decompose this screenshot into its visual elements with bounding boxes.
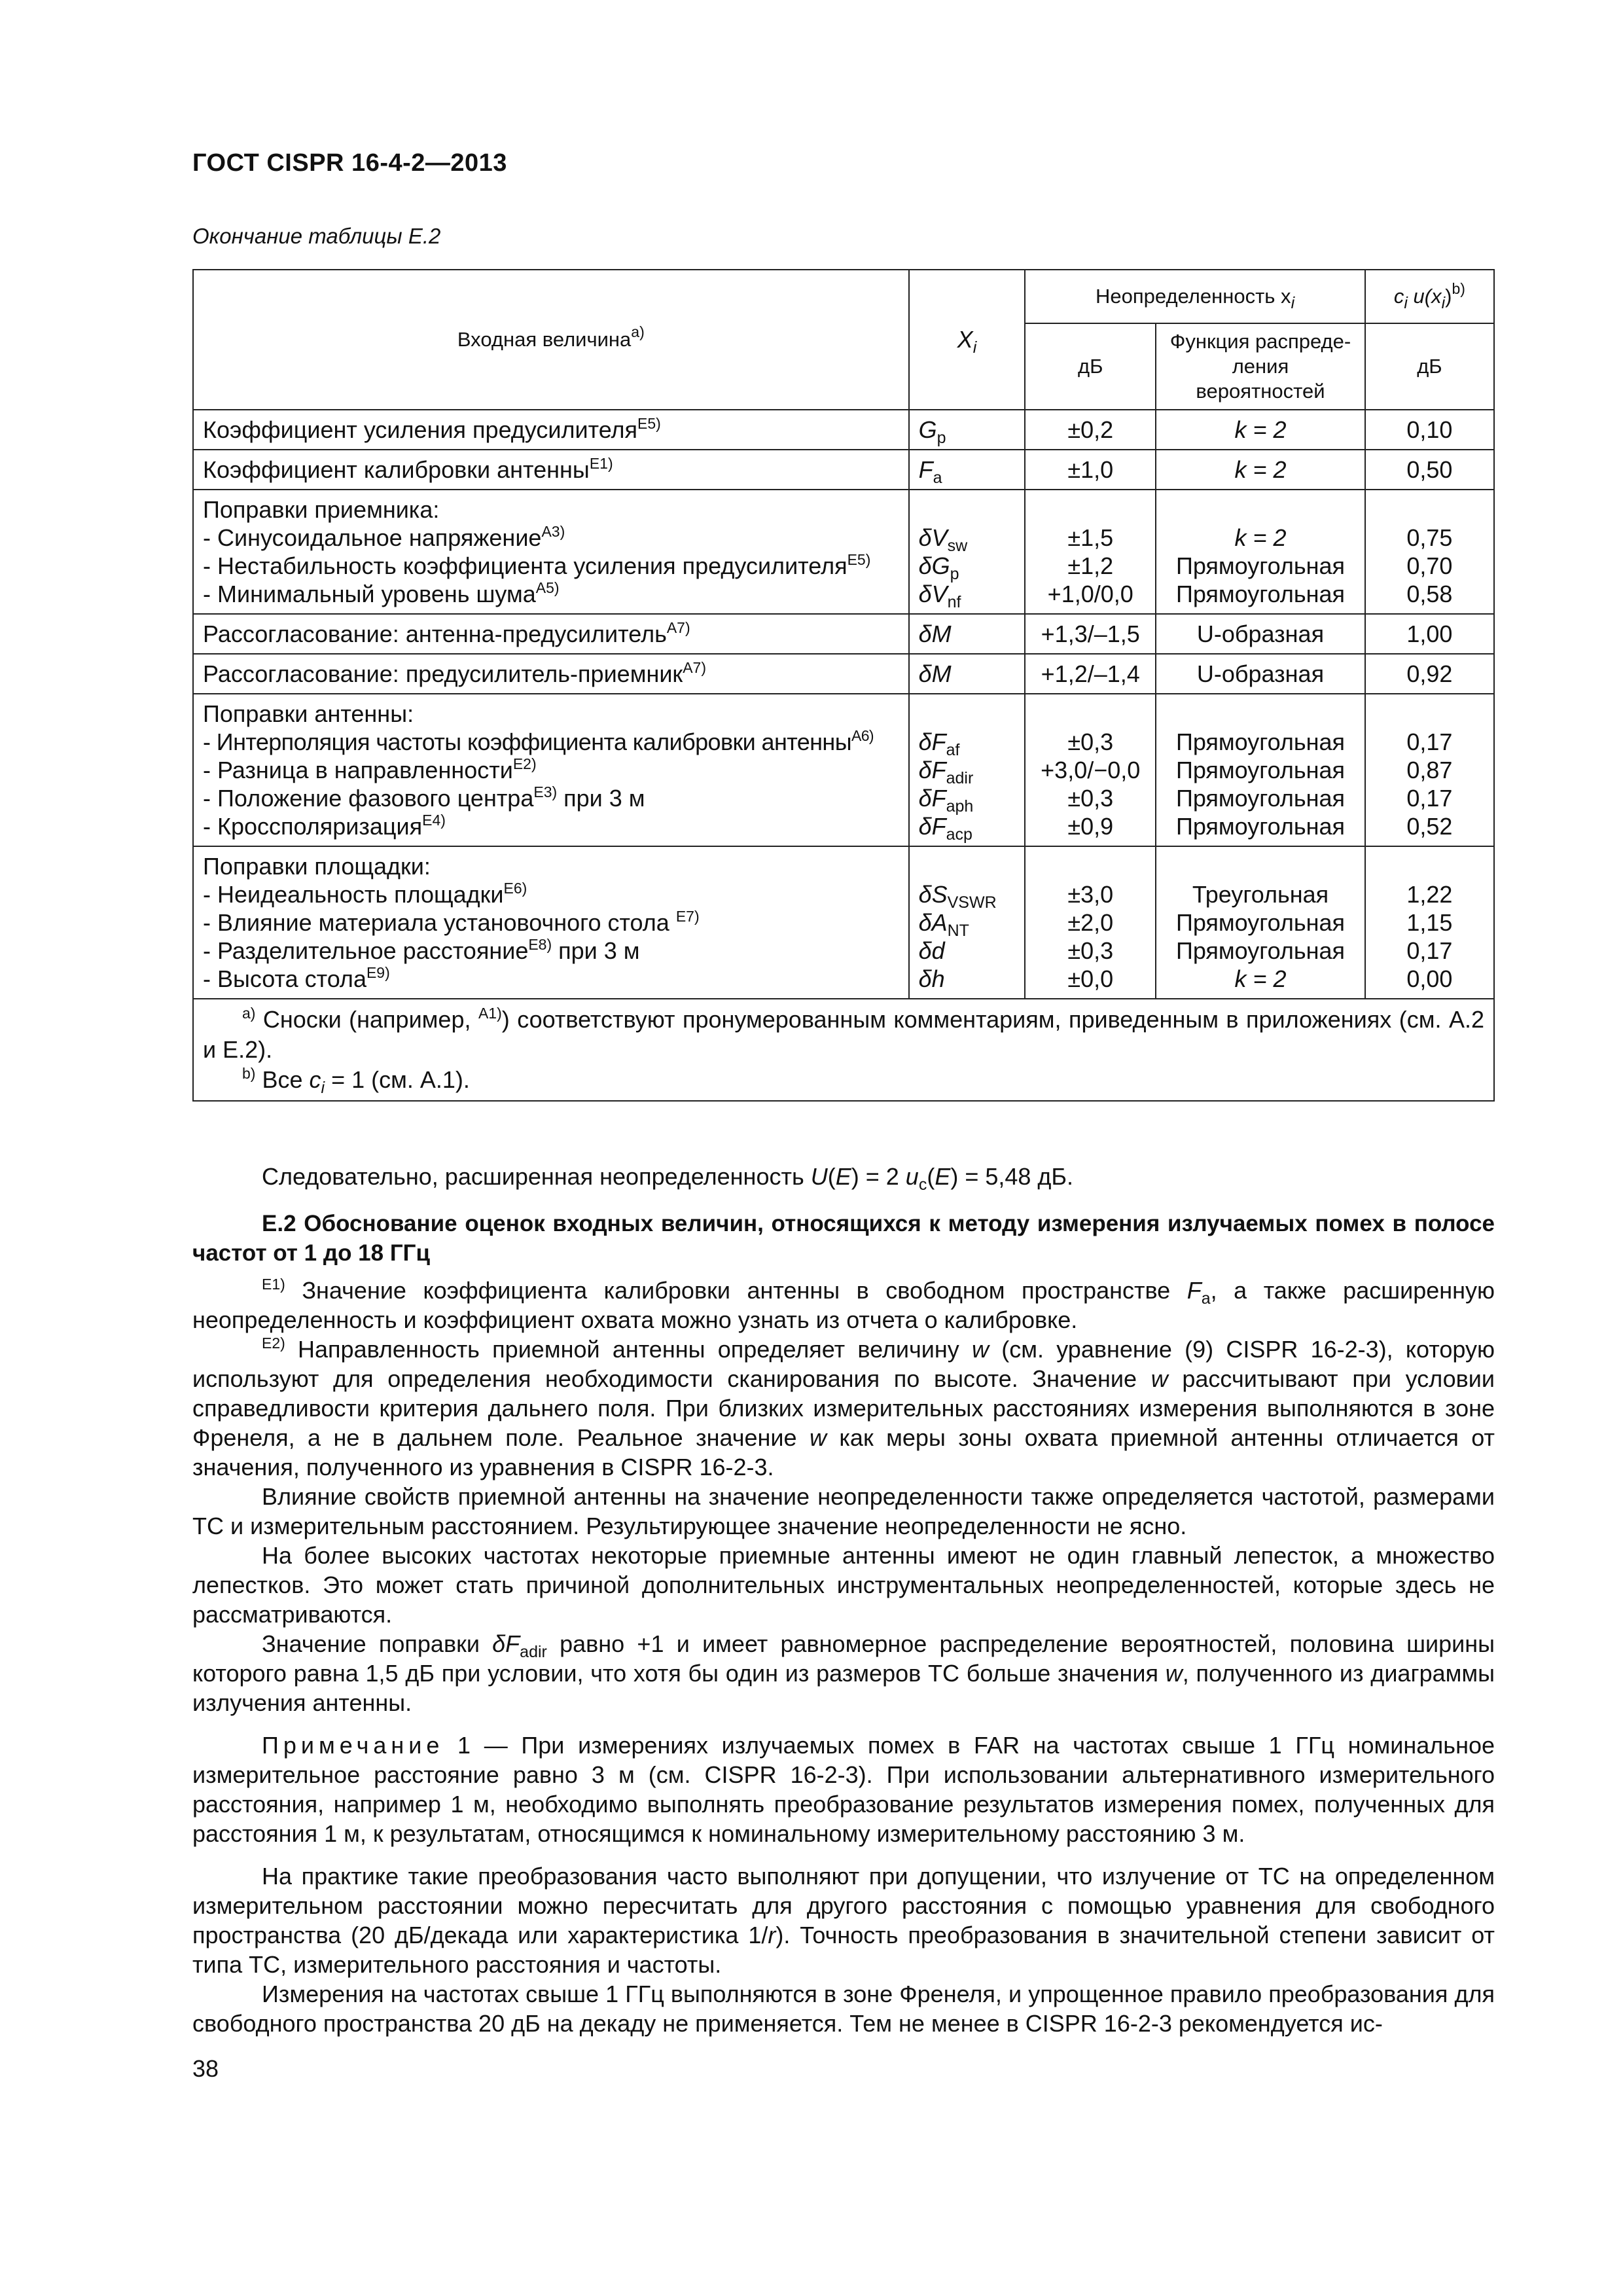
footnote-a: $^{a)}$ Сноски (например, $^{A1)}$) соответствуют пронумерованным комментариям, приведенным в приложениях (см. А.2 и Е.2). [203,1005,1484,1063]
row-name: Коэффициент калибровки антенны$^{E1)}$ [193,450,909,490]
row-symbol: $F_a$ [909,450,1026,490]
row-distribution: Треугольная Прямоугольная Прямоугольная k = 2 [1156,846,1365,999]
row-distribution: k = 2 [1156,450,1365,490]
page-number: 38 [192,2055,219,2082]
table-row [193,450,1494,490]
row-name: Рассогласование: антенна-предусилитель$^{A7)}$ [193,614,909,654]
table-header-row [193,270,1494,323]
header-db-1: дБ [1025,323,1156,410]
row-value: +1,2/–1,4 [1025,654,1156,694]
header-uncertainty: Неопределенность $x_i$ [1025,270,1365,323]
uncertainty-table [192,269,1495,1102]
row-ci: 1,00 [1365,614,1494,654]
row-distribution: U-образная [1156,614,1365,654]
table-row [193,490,1494,614]
header-xi: $X_i$ [909,270,1026,410]
row-ci: 0,50 [1365,450,1494,490]
row-name: Поправки приемника: - Синусоидальное напряжение$^{A3)}$ - Нестабильность коэффициента усиления предусилителя$^{E5)}$ - Минимальный уровень шума$^{A5)}$ [193,490,909,614]
paragraph-influence: Влияние свойств приемной антенны на значение неопределенности также определяется частотой, размерами ТС и измерительным расстоянием. Результирующее значение неопределенности не ясно. [192,1483,1495,1539]
row-symbol: $\delta F_{af}$ $\delta F_{adir}$ $\delta F_{aph}$ $\delta F_{acp}$ [909,694,1026,846]
table-row [193,614,1494,654]
paragraph-e2: $^{E2)}$ Направленность приемной антенны определяет величину w (см. уравнение (9) CISPR 16-2-3), которую используют для определения необходимости сканирования по высоте. Значение w рассчитывают при условии справедливости критерия дальнего поля. При близких измерительных расстояниях измерения выполняются в зоне Френеля, а не в дальнем поле. Реальное значение w как меры зоны охвата приемной антенны отличается от значения, полученного из уравнения в CISPR 16-2-3. [192,1335,1495,1480]
row-value: ±1,0 [1025,450,1156,490]
row-ci: 0,75 0,70 0,58 [1365,490,1494,614]
row-value: +1,3/–1,5 [1025,614,1156,654]
header-distribution: Функция распреде- ления вероятностей [1156,323,1365,410]
row-symbol: $G_p$ [909,410,1026,450]
row-distribution: U-образная [1156,654,1365,694]
document-header: ГОСТ CISPR 16-4-2—2013 [192,149,507,177]
row-symbol: $\delta V_{sw}$ $\delta G_p$ $\delta V_{nf}$ [909,490,1026,614]
table-footnotes [193,999,1494,1101]
row-distribution: k = 2 Прямоугольная Прямоугольная [1156,490,1365,614]
result-paragraph: Следовательно, расширенная неопределенность U(E) = 2 $u_c(E) = 5,48$ дБ. [262,1163,1074,1194]
table-row [193,694,1494,846]
header-db-2: дБ [1365,323,1494,410]
paragraph-e1: $^{E1)}$ Значение коэффициента калибровки антенны в свободном пространстве $F_a$, а также расширенную неопределенность и коэффициент охвата можно узнать из отчета о калибровке. [192,1276,1495,1333]
row-ci: 1,22 1,15 0,17 0,00 [1365,846,1494,999]
row-name: Рассогласование: предусилитель-приемник$^{A7)}$ [193,654,909,694]
paragraph-measurements: Измерения на частотах свыше 1 ГГц выполняются в зоне Френеля, и упрощенное правило преобразования для свободного пространства 20 дБ на декаду не применяется. Тем не менее в CISPR 16-2-3 рекомендуется ис- [192,1981,1495,2037]
paragraph-lobes: На более высоких частотах некоторые приемные антенны имеют не один главный лепесток, а множество лепестков. Это может стать причиной дополнительных инструментальных неопределенностей, которые здесь не рассматриваются. [192,1542,1495,1628]
table-row [193,846,1494,999]
header-input-quantity: Входная величина$^{a)}$ [193,270,909,410]
note-1: Примечание 1 — При измерениях излучаемых помех в FAR на частотах свыше 1 ГГц номинальное измерительное расстояние равно 3 м (см. CISPR 16-2-3). При использовании альтернативного измерительного расстояния, например 1 м, необходимо выполнять преобразование результатов измерения помех, полученных для расстояния 1 м, к результатам, относящимся к номинальному измерительному расстоянию 3 м. [192,1732,1495,1847]
row-name: Поправки площадки: - Неидеальность площадки$^{E6)}$ - Влияние материала установочного стола $^{E7)}$ - Разделительное расстояние$^{E8)}$ при 3 м - Высота стола$^{E9)}$ [193,846,909,999]
row-ci: 0,92 [1365,654,1494,694]
footnote-b: $^{b)}$ Все $c_i = 1$ (см. А.1). [242,1065,470,1097]
table-continuation-caption: Окончание таблицы Е.2 [192,224,441,248]
section-heading: Е.2 Обоснование оценок входных величин, относящихся к методу измерения излучаемых помех в полосе частот от 1 до 18 ГГц [192,1211,1495,1266]
header-ci-uxi: $c_i$ $u(x_i)^{b)}$ [1365,270,1494,323]
row-ci: 0,10 [1365,410,1494,450]
table-row [193,654,1494,694]
row-symbol: δM [909,614,1026,654]
paragraph-correction: Значение поправки $\delta F_{adir}$ равно +1 и имеет равномерное распределение вероятностей, половина ширины которого равна 1,5 дБ при условии, что хотя бы один из размеров ТС больше значения w, полученного из диаграммы излучения антенны. [192,1630,1495,1716]
row-name: Коэффициент усиления предусилителя$^{E5)}$ [193,410,909,450]
row-symbol: $\delta S_{VSWR}$ $\delta A_{NT}$ δd δh [909,846,1026,999]
row-distribution: k = 2 [1156,410,1365,450]
row-distribution: Прямоугольная Прямоугольная Прямоугольная Прямоугольная [1156,694,1365,846]
row-symbol: δM [909,654,1026,694]
table-row [193,410,1494,450]
row-value: ±1,5 ±1,2 +1,0/0,0 [1025,490,1156,614]
row-ci: 0,17 0,87 0,17 0,52 [1365,694,1494,846]
row-value: ±0,3 +3,0/−0,0 ±0,3 ±0,9 [1025,694,1156,846]
row-value: ±3,0 ±2,0 ±0,3 ±0,0 [1025,846,1156,999]
paragraph-practice: На практике такие преобразования часто выполняют при допущении, что излучение от ТС на определенном измерительном расстоянии можно пересчитать для другого расстояния с помощью уравнения для свободного пространства (20 дБ/декада или характеристика 1/r). Точность преобразования в значительной степени зависит от типа ТС, измерительного расстояния и частоты. [192,1863,1495,1978]
table-footnotes-row [193,999,1494,1101]
section-e2 [192,1209,1495,2038]
row-name: Поправки антенны: - Интерполяция частоты коэффициента калибровки антенны$^{A6)}$ - Разница в направленности$^{E2)}$ - Положение фазового центра$^{E3)}$ при 3 м - Кроссполяризация$^{E4)}$ [193,694,909,846]
row-value: ±0,2 [1025,410,1156,450]
